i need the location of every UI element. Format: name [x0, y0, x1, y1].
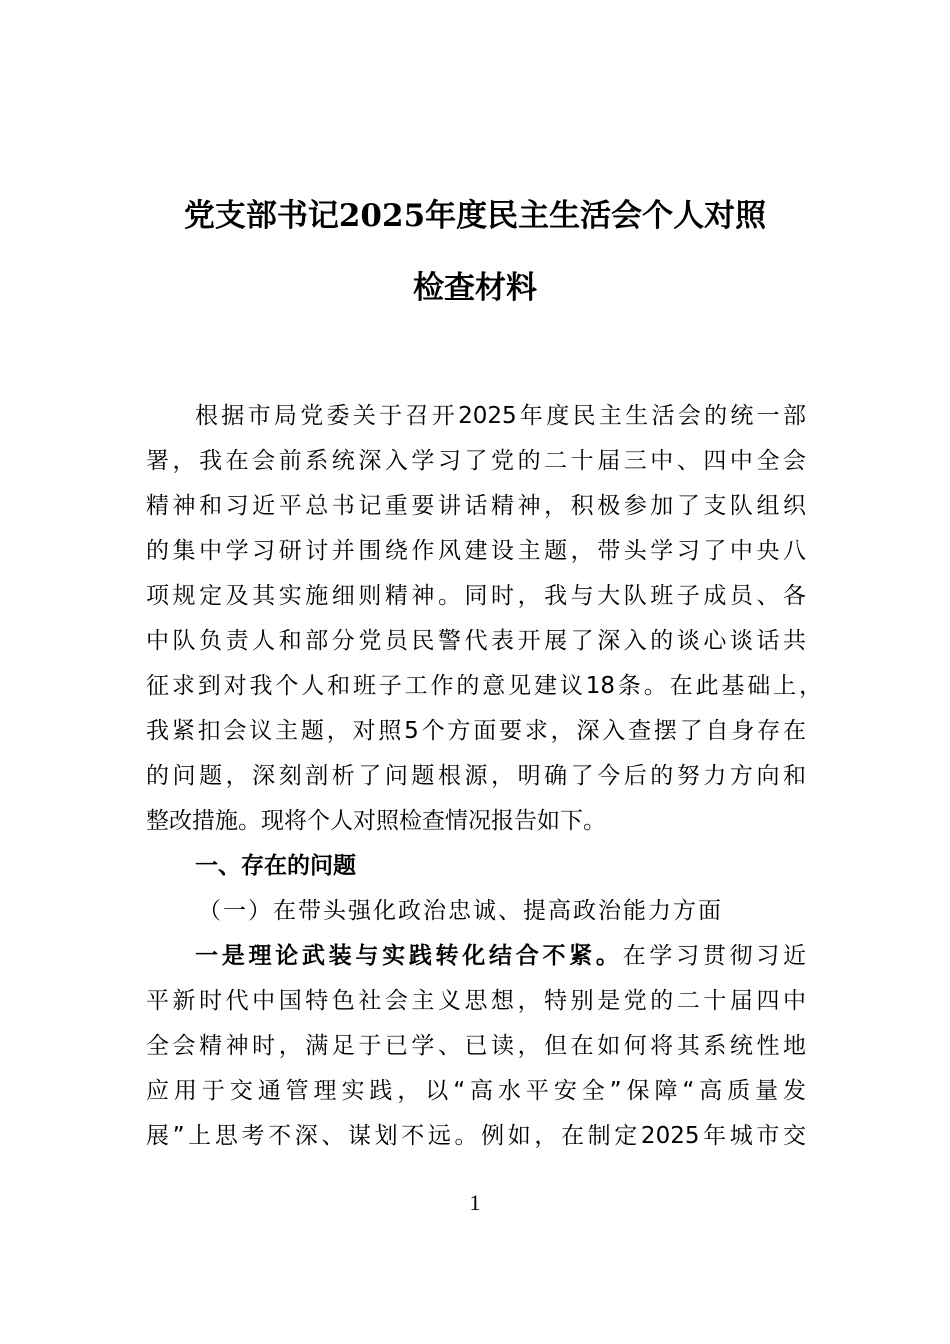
document-title-line-1: 党支部书记2025年度民主生活会个人对照: [183, 198, 767, 234]
intro-paragraph-line: 项规定及其实施细则精神。同时，我与大队班子成员、各: [146, 583, 806, 609]
subsection-heading: （一）在带头强化政治忠诚、提高政治能力方面: [198, 898, 723, 924]
point-one-text: 在学习贯彻习近: [622, 943, 807, 969]
point-one-line: 平新时代中国特色社会主义思想，特别是党的二十届四中: [146, 988, 806, 1014]
intro-paragraph-line: 的集中学习研讨并围绕作风建设主题，带头学习了中央八: [146, 538, 806, 564]
point-one-lead: 一是理论武装与实践转化结合不紧。: [195, 943, 623, 969]
page-number: 1: [469, 1190, 481, 1215]
point-one-first-line: [195, 941, 806, 971]
point-one-line: 展”上思考不深、谋划不远。例如，在制定2025年城市交: [146, 1123, 806, 1149]
intro-paragraph-line: 的问题，深刻剖析了问题根源，明确了今后的努力方向和: [146, 763, 806, 789]
section-heading: 一、存在的问题: [195, 853, 356, 879]
intro-paragraph-line: 整改措施。现将个人对照检查情况报告如下。: [146, 808, 606, 834]
point-one-line: 全会精神时，满足于已学、已读，但在如何将其系统性地: [146, 1033, 806, 1059]
intro-paragraph-line: 中队负责人和部分党员民警代表开展了深入的谈心谈话共: [146, 628, 806, 654]
document-title-line-2: 检查材料: [413, 270, 537, 306]
intro-paragraph-line: 我紧扣会议主题，对照5个方面要求，深入查摆了自身存在: [146, 718, 806, 744]
point-one-line: 应用于交通管理实践，以“高水平安全”保障“高质量发: [146, 1078, 806, 1104]
intro-paragraph-line: 征求到对我个人和班子工作的意见建议18条。在此基础上，: [146, 673, 822, 699]
intro-paragraph-line: 精神和习近平总书记重要讲话精神，积极参加了支队组织: [146, 493, 806, 519]
intro-paragraph-line: 署，我在会前系统深入学习了党的二十届三中、四中全会: [146, 448, 806, 474]
intro-paragraph-line: 根据市局党委关于召开2025年度民主生活会的统一部: [195, 403, 806, 429]
